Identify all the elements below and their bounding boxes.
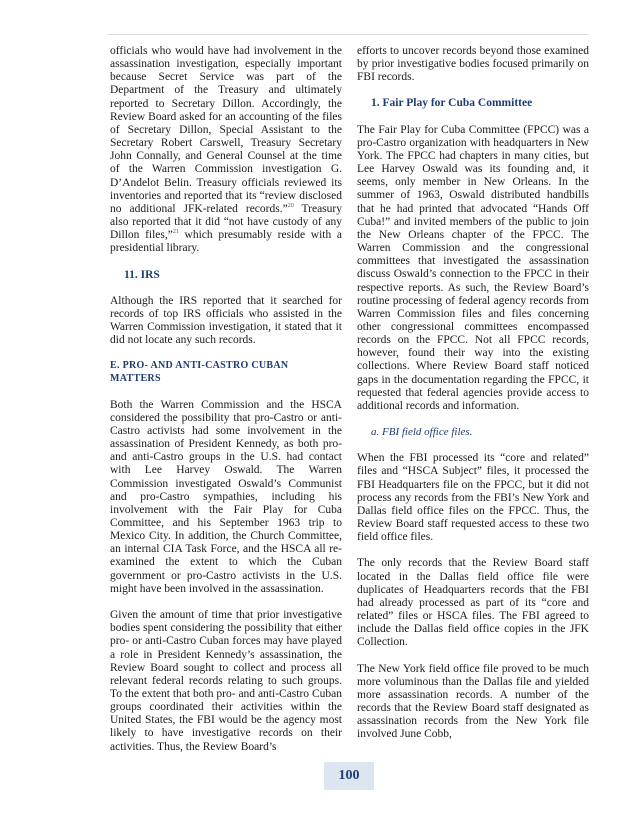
paragraph: When the FBI processed its “core and related” files and “HSCA Subject” files, it processed the FBI Headquarters file on the FPCC, but it did not process any records from the FBI’s New York and Dallas field office files on the FPCC. Thus, the Review Board staff requested access to these two field office files.: [357, 452, 589, 544]
section-heading-irs: 11. IRS: [124, 268, 160, 281]
page-number-box: [324, 762, 374, 790]
top-rule: [108, 34, 588, 35]
section-heading-fpcc: 1. Fair Play for Cuba Committee: [371, 97, 533, 110]
paragraph: Given the amount of time that prior investigative bodies spent considering the possibility that either pro- or anti-Castro Cuban forces may have played a role in President Kennedy’s assassination, the Review Board sought to collect and process all relevant federal records relating to such groups. To the extent that both pro- and anti-Castro Cuban groups coordinated their activities within the United States, the FBI would be the agency most likely to have investigative records on their activities. Thus, the Review Board’s: [110, 609, 342, 753]
paragraph: The New York field office file proved to be much more voluminous than the Dallas file and yielded more assassination records. A number of the records that the Review Board staff designated as assassination records from the New York file involved June Cobb,: [357, 662, 589, 741]
paragraph: The only records that the Review Board staff located in the Dallas field office file were duplicates of Headquarters records that the FBI had already processed as part of its “core and related” files or HSCA files. The FBI agreed to include the Dallas field office copies in the JFK Collection.: [357, 557, 589, 649]
page-number: 100: [338, 768, 360, 783]
paragraph: Both the Warren Commission and the HSCA considered the possibility that pro-Castro or anti-Castro activists had some involvement in the assassination of President Kennedy, as both pro- and anti-Castro groups in the U.S. had contact with Lee Harvey Oswald. The Warren Commission investigated Oswald’s Communist and pro-Castro sympathies, including his involvement with the Fair Play for Cuba Committee, and his September 1963 trip to Mexico City. In addition, the Church Committee, an internal CIA Task Force, and the HSCA all re-examined the extent to which the Cuban government or pro-Castro activists in the U.S. might have been involved in the assassination.: [110, 398, 342, 595]
paragraph-text: Treasury also reported that it did “not have custody of any Dillon files,”: [110, 202, 342, 242]
right-column: [357, 45, 589, 742]
footnote-ref: 20: [287, 203, 294, 210]
subsection-heading-fbi: a. FBI field office files.: [371, 426, 473, 439]
paragraph: [110, 45, 342, 256]
section-heading-text: E. PRO- AND ANTI-CASTRO CUBAN MATTERS: [110, 360, 289, 385]
section-heading-castro: [110, 359, 342, 385]
left-column: [110, 45, 342, 754]
paragraph: efforts to uncover records beyond those examined by prior investigative bodies focused primarily on FBI records.: [357, 45, 589, 84]
paragraph: The Fair Play for Cuba Committee (FPCC) was a pro-Castro organization with headquarters in New York. The FPCC had chapters in many cities, but Lee Harvey Oswald was its founding and, it seems, only member in New Orleans. In the summer of 1963, Oswald distributed handbills that he had printed that advocated “Hands Off Cuba!” and invited members of the public to join the New Orleans chapter of the FPCC. The Warren Commission and the congressional committees that investigated the assassination discuss Oswald’s connection to the FPCC in their respective reports. As such, the Review Board’s routine processing of federal agency records from Warren Commission files and files concerning other congressional committees encompassed records on the FPCC. Not all FPCC records, however, found their way into the existing collections. Where Review Board staff noticed gaps in the documentation regarding the FPCC, it requested that federal agencies provide access to additional records and information.: [357, 123, 589, 412]
footnote-ref: 21: [172, 229, 179, 236]
paragraph-text: officials who would have had involvement in the assassination investigation, especially important because Secret Service was part of the Department of the Treasury and ultimately reported to Secretary Dillon. Accordingly, the Review Board asked for an accounting of the files of Secretary Dillon, Special Assistant to the Secretary Robert Carswell, Treasury Secretary John Connally, and General Counsel at the time of the Warren Commission investigation G. D’Andelot Belin. Treasury officials reviewed its inventories and reported that its “review disclosed no additional JFK-related records.”: [110, 45, 342, 215]
paragraph: Although the IRS reported that it searched for records of top IRS officials who assisted in the Warren Commission investigation, it stated that it did not locate any such records.: [110, 294, 342, 347]
paragraph-text: which presumably reside with a presidential library.: [110, 229, 343, 255]
